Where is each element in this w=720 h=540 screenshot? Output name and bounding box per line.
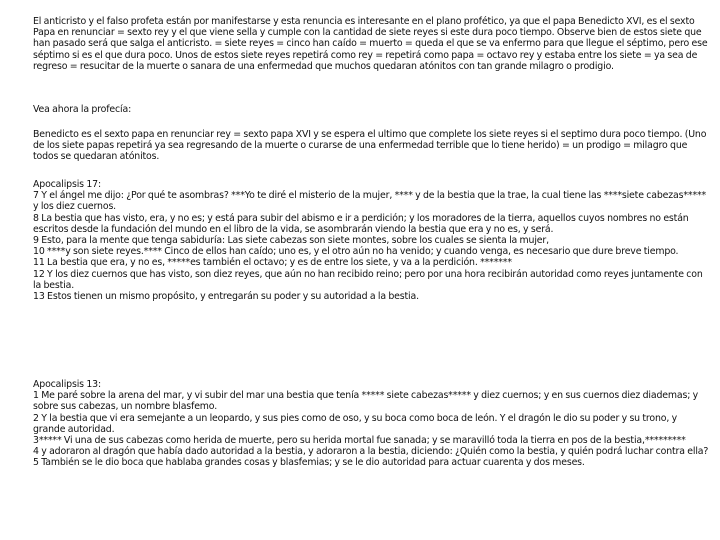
benedict-text: Benedicto es el sexto papa en renunciar rey = sexto papa XVI y se espera el ultimo que complete los siete reyes si el septimo dura poco tiempo. (Uno de los siete papas repetirá ya sea regresando de la muerte o curarse de una enfermedad terrible que lo tiene herido) = un prodigo = milagro que todos se quedaran atónitos. [33,129,707,163]
verse: 3***** Vi una de sus cabezas como herida de muerte, pero su herida mortal fue sanada; y se maravilló toda la tierra en pos de la bestia,********* [33,435,686,447]
verse: 11 La bestia que era, y no es, *****es también el octavo; y es de entre los siete, y va a la perdición. ******* [33,257,512,269]
section-title: Apocalipsis 17: [33,179,101,190]
verse: 4 y adoraron al dragón que había dado autoridad a la bestia, y adoraron a la bestia, diciendo: ¿Quién como la bestia, y quién podrá luchar contra ella? [33,446,709,458]
benedict-paragraph [33,129,711,163]
prophecy-heading [33,104,711,115]
apocalipsis-17-section [33,179,711,302]
intro-paragraph [33,16,711,72]
prophecy-heading-text: Vea ahora la profecía: [33,104,132,115]
verse: 2 Y la bestia que vi era semejante a un leopardo, y sus pies como de oso, y su boca como boca de león. Y el dragón le dio su poder y su trono, y grande autoridad. [33,412,678,435]
verse: 7 Y el ángel me dijo: ¿Por qué te asombras? ***Yo te diré el misterio de la mujer, **** y de la bestia que la trae, la cual tiene las ****siete cabezas***** y los diez cuernos. [33,190,707,213]
verse: 5 También se le dio boca que hablaba grandes cosas y blasfemias; y se le dio autoridad para actuar cuarenta y dos meses. [33,457,585,469]
verse: 10 ****y son siete reyes.**** Cinco de ellos han caído; uno es, y el otro aún no ha venido; y cuando venga, es necesario que dure breve tiempo. [33,246,679,258]
verse: 1 Me paré sobre la arena del mar, y vi subir del mar una bestia que tenía ***** siete cabezas***** y diez cuernos; y en sus cuernos diez diademas; y sobre sus cabezas, un nombre blasfemo. [33,390,699,413]
intro-text: El anticristo y el falso profeta están por manifestarse y esta renuncia es interesante en el plano profético, ya que el papa Benedicto XVI, es el sexto Papa en renunciar = sexto rey y el que viene sella y cumple con la cantidad de siete reyes si este dura poco tiempo. Observe bien de estos siete que han pasado será que salga el anticristo. = siete reyes = cinco han caído = muerto = queda el que se va enfermo para que llegue el séptimo, pero ese séptimo si es el que dura poco. Unos de estos siete reyes repetirá como rey = repetirá como papa = octavo rey y estaba entre los siete = ya sea de regreso = resucitar de la muerte o sanara de una enfermedad que muchos quedaran atónitos con tan grande milagro o prodigio. [33,16,708,72]
verse: 13 Estos tienen un mismo propósito, y entregarán su poder y su autoridad a la bestia. [33,291,419,303]
section-title: Apocalipsis 13: [33,379,101,390]
verse: 9 Esto, para la mente que tenga sabiduría: Las siete cabezas son siete montes, sobre los cuales se sienta la mujer, [33,235,549,247]
verse: 12 Y los diez cuernos que has visto, son diez reyes, que aún no han recibido reino; pero por una hora recibirán autoridad como reyes juntamente con la bestia. [33,268,703,291]
apocalipsis-13-section [33,379,711,469]
verse: 8 La bestia que has visto, era, y no es; y está para subir del abismo e ir a perdición; y los moradores de la tierra, aquellos cuyos nombres no están escritos desde la fundación del mundo en el libro de la vida, se asombrarán viendo la bestia que era y no es, y será. [33,212,689,235]
